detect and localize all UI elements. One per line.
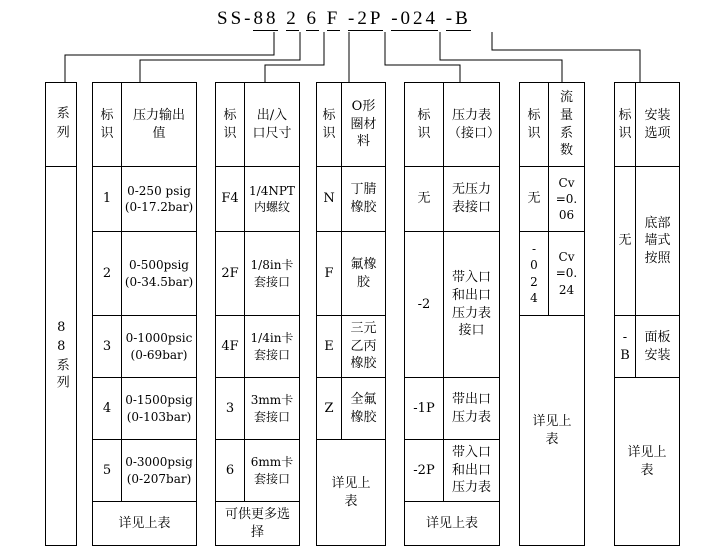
oring-row-2-code: F [324,265,334,281]
gauge-row-4-desc: 带入口和出口压力表 [451,445,491,496]
connector-series [65,32,274,82]
gauge-row-4-code: -2P [413,462,435,478]
pressure-footer: 详见上表 [118,515,171,531]
table-port-size [215,82,300,546]
code-part-gauge: -2P [348,8,384,29]
pressure-row-5-code: 5 [102,462,112,478]
pressure-row-2-desc: 0-500psig (0-34.5bar) [124,258,194,289]
oring-row-1-code: N [323,191,335,207]
connector-mount [492,32,640,82]
mount-header-code: 标识 [618,107,632,141]
gauge-row-1-desc: 无压力表接口 [451,182,491,215]
oring-header-code: 标识 [322,107,336,141]
gauge-row-2-code: -2 [417,296,431,312]
port-row-4-code: 3 [225,400,235,416]
code-part-mount: -B [445,8,471,29]
port-row-5-desc: 6mm卡套接口 [250,455,294,486]
pressure-header-code: 标识 [100,107,114,141]
table-oring-material [316,82,386,546]
flow-row-1-desc: Cv=0.06 [555,175,578,223]
port-header-desc: 出/入口尺寸 [252,107,292,141]
mount-header-desc: 安装选项 [644,107,671,141]
code-part-pressure: 2 [286,8,299,29]
gauge-row-1-code: 无 [417,191,431,207]
port-row-5-code: 6 [225,462,235,478]
port-row-1-desc: 1/4NPT内螺纹 [249,183,295,214]
mount-row-1-desc: 底部墙式按照 [644,215,671,266]
pressure-row-1-desc: 0-250 psig (0-17.2bar) [124,183,194,214]
port-row-3-code: 4F [221,338,239,354]
pressure-row-3-code: 3 [102,338,112,354]
model-code [217,8,471,31]
flow-row-2-code: -024 [530,242,538,305]
oring-row-4-desc: 全氟橡胶 [350,391,377,425]
pressure-row-4-desc: 0-1500psig (0-103bar) [125,393,193,424]
oring-row-1-desc: 丁腈橡胶 [350,182,377,215]
port-footer: 可供更多选择 [224,506,290,540]
mount-footer: 详见上表 [627,444,667,478]
table-gauge [404,82,500,546]
pressure-header-desc: 压力输出值 [132,107,185,141]
flow-footer: 详见上表 [532,413,572,447]
oring-row-3-desc: 三元乙丙橡胶 [350,321,377,372]
pressure-row-5-desc: 0-3000psig (0-207bar) [125,455,193,486]
mount-row-1-code: 无 [618,233,632,249]
port-row-1-code: F4 [221,191,239,207]
gauge-row-3-desc: 带出口压力表 [451,391,491,425]
port-row-3-desc: 1/4in卡套接口 [250,331,294,362]
port-header-code: 标识 [223,107,237,141]
oring-header-desc: O形圈材料 [350,99,377,150]
pressure-row-1-code: 1 [102,191,112,207]
connector-flow [440,32,562,82]
oring-footer: 详见上表 [331,475,371,509]
code-part-port: 6 [306,8,319,29]
port-row-2-desc: 1/8in卡套接口 [250,258,294,289]
gauge-row-2-desc: 带入口和出口压力表接口 [451,270,491,339]
gauge-header-code: 标识 [417,107,431,141]
table-mount [614,82,680,546]
oring-row-2-desc: 氟橡胶 [350,256,377,290]
gauge-footer: 详见上表 [425,515,478,531]
mount-row-2-desc: 面板安装 [644,329,671,363]
code-part-flow: -024 [391,8,439,29]
gauge-row-3-code: -1P [413,400,435,416]
series-body: 88系列 [53,320,69,392]
code-part-series: SS- [217,8,254,29]
connector-pressure [140,32,300,82]
gauge-header-desc: 压力表（接口） [448,107,501,141]
port-row-4-desc: 3mm卡套接口 [250,393,294,424]
pressure-row-3-desc: 0-1000psic (0-69bar) [125,331,193,362]
oring-row-4-code: Z [324,400,334,416]
flow-row-1-code: 无 [527,191,541,207]
pressure-row-2-code: 2 [102,265,112,281]
flow-header-desc: 流量系数 [559,90,573,159]
mount-row-2-code: -B [620,329,630,363]
code-part-88: 88 [253,8,279,29]
pressure-row-4-code: 4 [102,400,112,416]
table-series [45,82,77,546]
table-pressure-output [92,82,197,546]
connector-gauge [385,32,460,82]
flow-header-code: 标识 [527,107,541,141]
code-part-oring: F [326,8,341,29]
oring-row-3-code: E [324,338,334,354]
connector-port [265,32,324,82]
table-flow [519,82,585,546]
flow-row-2-desc: Cv=0.24 [555,250,578,297]
series-header: 系列 [53,105,69,144]
port-row-2-code: 2F [221,265,239,281]
